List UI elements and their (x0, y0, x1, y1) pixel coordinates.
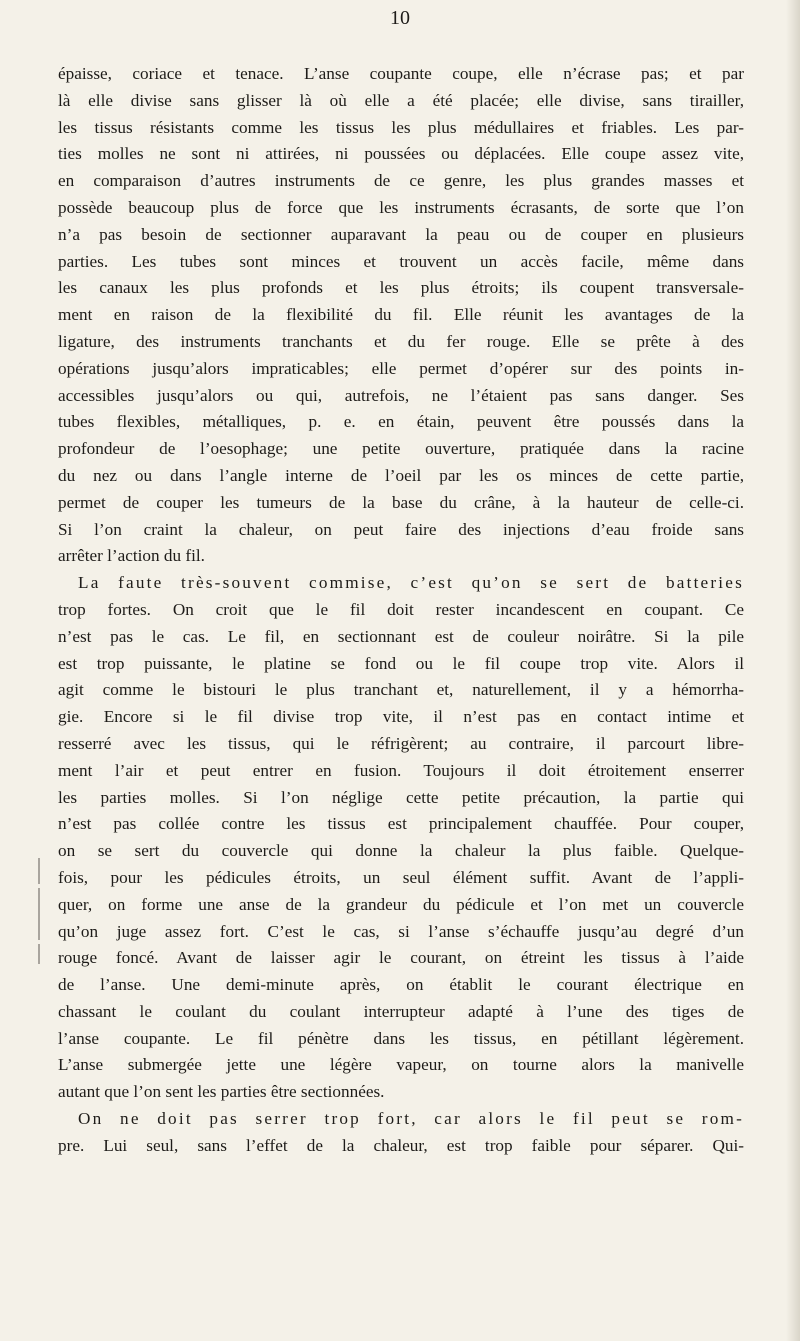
text-line: ment en raison de la flexibilité du fil. Elle réunit les avantages de la (58, 305, 744, 325)
text-line: n’a pas besoin de sectionner auparavant la peau ou de couper en plusieurs (58, 224, 744, 244)
text-line: n’est pas le cas. Le fil, en sectionnant est de couleur noirâtre. Si la pile (58, 626, 744, 646)
text-line: du nez ou dans l’angle interne de l’oeil par les os minces de cette partie, (58, 465, 744, 485)
text-line: de l’anse. Une demi-minute après, on établit le courant électrique en (58, 975, 744, 995)
text-line: fois, pour les pédicules étroits, un seul élément suffit. Avant de l’appli- (58, 867, 744, 887)
text-line: ment l’air et peut entrer en fusion. Toujours il doit étroitement enserrer (58, 760, 744, 780)
text-line: opérations jusqu’alors impraticables; elle permet d’opérer sur des points in- (58, 358, 744, 378)
text-line: parties. Les tubes sont minces et trouvent un accès facile, même dans (58, 251, 744, 271)
paragraph-end-line: autant que l’on sent les parties être sectionnées. (58, 1082, 385, 1102)
text-line: quer, on forme une anse de la grandeur du pédicule et l’on met un couvercle (58, 894, 744, 914)
text-line: les parties molles. Si l’on néglige cette petite précaution, la partie qui (58, 787, 744, 807)
paragraph-end-line: arrêter l’action du fil. (58, 546, 205, 566)
text-line: n’est pas collée contre les tissus est principalement chauffée. Pour couper, (58, 814, 744, 834)
page-number: 10 (390, 7, 410, 29)
text-line: agit comme le bistouri le plus tranchant et, naturellement, il y a hémorrha- (58, 680, 744, 700)
text-line: permet de couper les tumeurs de la base du crâne, à la hauteur de celle-ci. (58, 492, 744, 512)
paragraph-start-line: On ne doit pas serrer trop fort, car alors le fil peut se rom- (78, 1109, 744, 1129)
text-line: épaisse, coriace et tenace. L’anse coupante coupe, elle n’écrase pas; et par (58, 64, 744, 83)
text-line: accessibles jusqu’alors ou qui, autrefois, ne l’étaient pas sans danger. Ses (58, 385, 744, 405)
text-line: on se sert du couvercle qui donne la chaleur la plus faible. Quelque- (58, 841, 744, 861)
text-line: trop fortes. On croit que le fil doit rester incandescent en coupant. Ce (58, 599, 744, 619)
paragraph-start-line: La faute très-souvent commise, c’est qu’on se sert de batteries (78, 573, 744, 593)
binding-mark (38, 888, 40, 940)
body-text (58, 61, 744, 1160)
text-line: ligature, des instruments tranchants et du fer rouge. Elle se prête à des (58, 331, 744, 351)
text-line: les tissus résistants comme les tissus les plus médullaires et friables. Les par- (58, 117, 744, 137)
text-line: qu’on juge assez fort. C’est le cas, si l’anse s’échauffe jusqu’au degré d’un (58, 921, 744, 941)
text-line: en comparaison d’autres instruments de ce genre, les plus grandes masses et (58, 171, 744, 191)
text-line: gie. Encore si le fil divise trop vite, il n’est pas en contact intime et (58, 707, 744, 727)
text-line: rouge foncé. Avant de laisser agir le courant, on étreint les tissus à l’aide (58, 948, 744, 968)
binding-mark (38, 944, 40, 964)
text-line: profondeur de l’oesophage; une petite ouverture, pratiquée dans la racine (58, 439, 744, 459)
text-line: l’anse coupante. Le fil pénètre dans les tissus, en pétillant légèrement. (58, 1028, 744, 1048)
binding-mark (38, 858, 40, 884)
text-line: ties molles ne sont ni attirées, ni poussées ou déplacées. Elle coupe assez vite, (58, 144, 744, 164)
text-line: chassant le coulant du coulant interrupteur adapté à l’une des tiges de (58, 1001, 744, 1021)
text-line: est trop puissante, le platine se fond ou le fil coupe trop vite. Alors il (58, 653, 744, 673)
text-line: tubes flexibles, métalliques, p. e. en étain, peuvent être poussés dans la (58, 412, 744, 432)
text-line: pre. Lui seul, sans l’effet de la chaleur, est trop faible pour séparer. Qui- (58, 1135, 744, 1155)
text-line: L’anse submergée jette une légère vapeur, on tourne alors la manivelle (58, 1055, 744, 1075)
text-line: possède beaucoup plus de force que les instruments écrasants, de sorte que l’on (58, 197, 744, 217)
page-edge-shadow (786, 0, 800, 1341)
text-line: Si l’on craint la chaleur, on peut faire des injections d’eau froide sans (58, 519, 744, 539)
text-line: les canaux les plus profonds et les plus étroits; ils coupent transversale- (58, 278, 744, 298)
text-line: là elle divise sans glisser là où elle a été placée; elle divise, sans tirailler, (58, 90, 744, 110)
text-line: resserré avec les tissus, qui le réfrigèrent; au contraire, il parcourt libre- (58, 733, 744, 753)
